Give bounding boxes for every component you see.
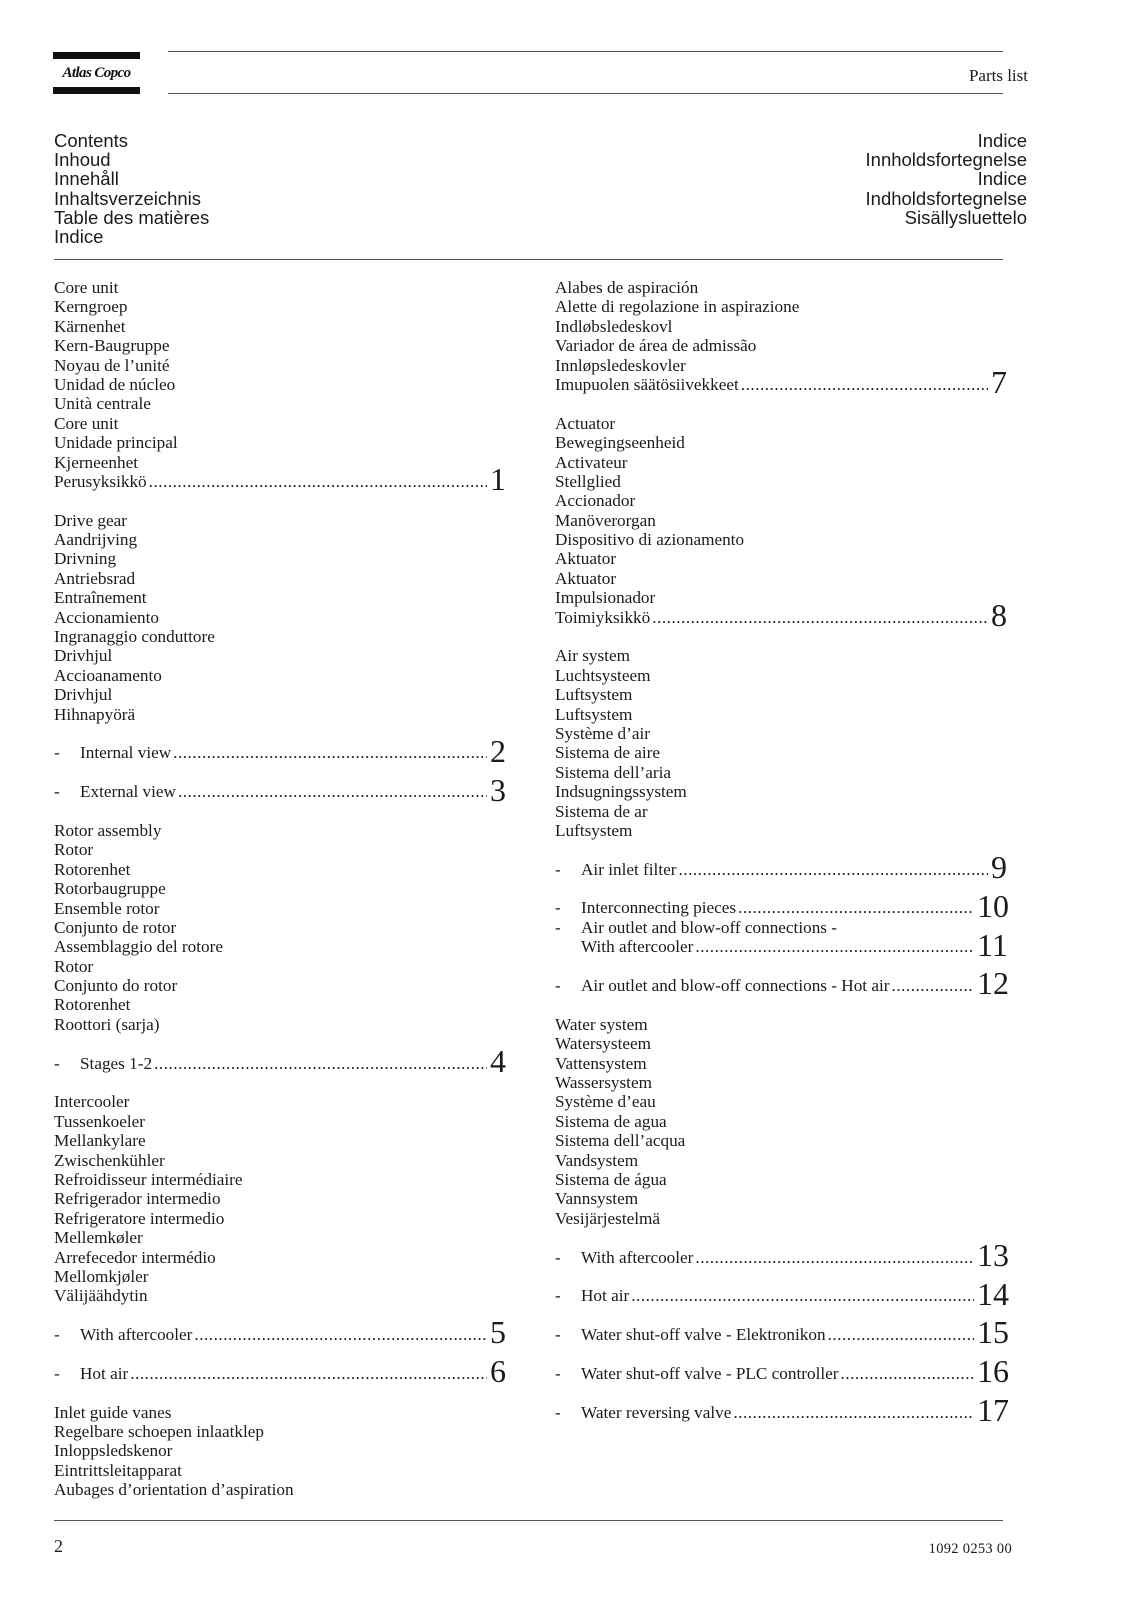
toc-entry-interconnecting-pieces[interactable]: [555, 887, 1017, 924]
toc-page-number: 5: [490, 1314, 506, 1351]
entry-dash: -: [555, 1402, 561, 1422]
section-line: Inlet guide vanes: [54, 1402, 172, 1422]
entry-dash: -: [555, 859, 561, 879]
leader-dots: [678, 860, 988, 879]
footer-rule: [54, 1520, 1003, 1521]
section-line: Aubages d’orientation d’aspiration: [54, 1480, 294, 1500]
document-number: 1092 0253 00: [928, 1541, 1012, 1557]
section-line: Water system: [555, 1014, 648, 1034]
section-line: Vesijärjestelmä: [555, 1208, 660, 1228]
contents-title: Innholdsfortegnelse: [865, 149, 1027, 171]
section-line: Accioanamento: [54, 665, 162, 685]
section-line: Luchtsysteem: [555, 665, 651, 685]
section-line: Manöverorgan: [555, 510, 656, 530]
section-line: Mellomkjøler: [54, 1266, 149, 1286]
toc-entry-label: Air inlet filter: [581, 859, 677, 879]
section-line: Refrigeratore intermedio: [54, 1208, 225, 1228]
section-line: Intercooler: [54, 1092, 130, 1112]
section-line: Unità centrale: [54, 394, 151, 414]
section-line: Mellankylare: [54, 1131, 146, 1151]
toc-page-number: 15: [977, 1314, 1009, 1351]
section-line: Regelbare schoepen inlaatklep: [54, 1422, 264, 1442]
section-actuator: [555, 413, 1017, 634]
contents-title: Innehåll: [54, 168, 119, 190]
toc-entry-internal-view[interactable]: [54, 732, 516, 769]
section-line: Välijäähdytin: [54, 1286, 148, 1306]
logo-bar-top: [53, 52, 140, 59]
toc-entry-stages-1-2[interactable]: [54, 1043, 516, 1080]
section-core-unit: [54, 278, 516, 498]
section-line: Tussenkoeler: [54, 1111, 146, 1131]
toc-page-number: 2: [490, 732, 506, 769]
toc-entry-label: Stages 1-2: [80, 1053, 153, 1073]
toc-entry-water-with-aftercooler[interactable]: [555, 1236, 1017, 1273]
toc-entry-hot-air[interactable]: [54, 1353, 516, 1390]
section-line: Antriebsrad: [54, 568, 136, 588]
section-intercooler: [54, 1092, 516, 1390]
section-line: Drive gear: [54, 510, 128, 530]
contents-title: Indholdsfortegnelse: [865, 187, 1027, 209]
section-line: Eintrittsleitapparat: [54, 1460, 182, 1480]
section-line: Rotorbaugruppe: [54, 879, 166, 899]
section-line: Wassersystem: [555, 1073, 652, 1093]
section-line: Unidad de núcleo: [54, 374, 176, 394]
leader-dots: [738, 898, 974, 917]
section-line: Entraînement: [54, 588, 147, 608]
contents-divider: [54, 259, 1003, 260]
section-line: Luftsystem: [555, 820, 633, 840]
section-line: Kerngroep: [54, 297, 128, 317]
section-line: Impulsionador: [555, 588, 656, 608]
toc-entry-shutoff-elektronikon[interactable]: [555, 1314, 1017, 1351]
section-line: Luftsystem: [555, 704, 633, 724]
section-line: Inloppsledskenor: [54, 1441, 173, 1461]
toc-entry-label: Imupuolen säätösiivekkeet: [555, 374, 739, 394]
section-line: Rotor: [54, 840, 94, 860]
section-line: Ensemble rotor: [54, 898, 160, 918]
section-line: Système d’eau: [555, 1092, 656, 1112]
section-line: Activateur: [555, 452, 628, 472]
contents-title: Indice: [54, 226, 104, 248]
toc-left-column: [54, 278, 516, 1500]
contents-heading-left: [54, 131, 209, 246]
section-line: Zwischenkühler: [54, 1150, 165, 1170]
section-line: Arrefecedor intermédio: [54, 1247, 216, 1267]
section-line: Stellglied: [555, 471, 621, 491]
entry-dash: -: [54, 1053, 60, 1073]
section-line: Bewegingseenheid: [555, 433, 685, 453]
contents-title: Indice: [977, 168, 1027, 190]
header-rule-bottom: [168, 93, 1003, 94]
toc-entry-air-outlet-aftercooler[interactable]: [555, 918, 1017, 937]
leader-dots: [130, 1364, 487, 1383]
section-line: Innløpsledeskovler: [555, 355, 686, 375]
atlas-copco-logo: [53, 52, 140, 94]
section-line: Aktuator: [555, 568, 617, 588]
toc-entry-external-view[interactable]: [54, 771, 516, 808]
entry-dash: -: [555, 1247, 561, 1267]
contents-title: Inhoud: [54, 149, 111, 171]
section-line: Accionamiento: [54, 607, 159, 627]
section-line: Ingranaggio conduttore: [54, 627, 215, 647]
entry-dash: -: [555, 976, 561, 996]
toc-entry-with-aftercooler[interactable]: [54, 1314, 516, 1351]
toc-entry-air-inlet-filter[interactable]: [555, 849, 1017, 886]
toc-entry-label: Perusyksikkö: [54, 471, 147, 491]
toc-page-number: 17: [977, 1392, 1009, 1429]
leader-dots: [178, 782, 487, 801]
leader-dots: [695, 937, 974, 956]
contents-title: Inhaltsverzeichnis: [54, 187, 202, 209]
toc-page-number: 7: [991, 364, 1007, 401]
toc-entry-label: Water shut-off valve - PLC controller: [581, 1363, 839, 1383]
leader-dots: [741, 375, 988, 394]
section-line: Sistema dell’acqua: [555, 1131, 686, 1151]
entry-dash: -: [54, 743, 60, 763]
section-line: Sistema de ar: [555, 801, 648, 821]
toc-page-number: 3: [490, 771, 506, 808]
section-rotor-assembly: [54, 820, 516, 1080]
leader-dots: [149, 472, 487, 491]
section-line: Core unit: [54, 278, 119, 297]
section-line: Assemblaggio del rotore: [54, 937, 223, 957]
section-line: Vandsystem: [555, 1150, 639, 1170]
section-line: Vattensystem: [555, 1053, 647, 1073]
header-rule-top: [168, 51, 1003, 52]
section-line: Drivning: [54, 549, 117, 569]
toc-right-column: [555, 278, 1017, 1429]
toc-page-number: 16: [977, 1353, 1009, 1390]
entry-dash: -: [555, 1363, 561, 1383]
section-water-system: [555, 1014, 1017, 1429]
contents-title: Table des matières: [54, 206, 210, 228]
toc-entry-label: With aftercooler: [581, 1247, 694, 1267]
leader-dots: [652, 608, 988, 627]
section-line: Hihnapyörä: [54, 704, 136, 724]
toc-entry-label: With aftercooler: [581, 937, 694, 957]
section-line: Alabes de aspiración: [555, 278, 699, 297]
section-line: Variador de área de admissão: [555, 336, 757, 356]
toc-entry-label: Water reversing valve: [581, 1402, 732, 1422]
toc-entry-air-outlet-hot-air[interactable]: [555, 965, 1017, 1002]
section-line: Système d’air: [555, 723, 650, 743]
section-line: Air system: [555, 646, 630, 666]
section-line: Aktuator: [555, 549, 617, 569]
toc-page-number: 9: [991, 849, 1007, 886]
section-line: Sistema de aire: [555, 743, 660, 763]
contents-heading-right: [866, 131, 1027, 227]
toc-entry-label: Air outlet and blow-off connections - Hot air: [581, 976, 890, 996]
leader-dots: [194, 1325, 487, 1344]
toc-page-number: 14: [977, 1275, 1009, 1312]
toc-entry-label: External view: [80, 782, 176, 802]
section-line: Conjunto de rotor: [54, 917, 177, 937]
section-line: Aandrijving: [54, 530, 138, 550]
section-line: Actuator: [555, 413, 616, 433]
section-line: Kern-Baugruppe: [54, 336, 170, 356]
section-line: Core unit: [54, 413, 119, 433]
toc-page-number: 4: [490, 1043, 506, 1080]
leader-dots: [892, 976, 974, 995]
section-line: Indsugningssystem: [555, 782, 687, 802]
section-line: Refroidisseur intermédiaire: [54, 1169, 243, 1189]
section-line: Mellemkøler: [54, 1228, 143, 1248]
contents-title: Sisällysluettelo: [904, 206, 1027, 228]
section-line: Dispositivo di azionamento: [555, 530, 745, 550]
section-inlet-guide-vanes: [54, 1403, 516, 1500]
section-line: Indløbsledeskovl: [555, 316, 673, 336]
entry-dash: -: [54, 1363, 60, 1383]
section-line: Drivhjul: [54, 685, 113, 705]
leader-dots: [733, 1403, 974, 1422]
section-inlet-guide-vanes-cont: [555, 278, 1017, 401]
section-line: Alette di regolazione in aspirazione: [555, 297, 800, 317]
entry-dash: -: [555, 917, 561, 937]
section-drive-gear: [54, 510, 516, 808]
entry-dash: -: [555, 898, 561, 918]
section-line: Vannsystem: [555, 1189, 639, 1209]
section-line: Sistema de agua: [555, 1111, 667, 1131]
section-line: Sistema de água: [555, 1169, 667, 1189]
toc-page-number: 13: [977, 1236, 1009, 1273]
section-line: Noyau de l’unité: [54, 355, 170, 375]
toc-entry-label: Hot air: [80, 1363, 129, 1383]
toc-page-number: 11: [977, 926, 1008, 963]
entry-dash: -: [555, 1325, 561, 1345]
toc-entry-label: Interconnecting pieces: [581, 898, 737, 918]
leader-dots: [173, 743, 487, 762]
section-air-system: [555, 646, 1017, 1002]
toc-entry-label: Hot air: [581, 1286, 630, 1306]
section-line: Watersysteem: [555, 1034, 651, 1054]
toc-page-number: 1: [490, 461, 506, 498]
logo-wordmark: Atlas Copco: [62, 65, 131, 81]
section-line: Drivhjul: [54, 646, 113, 666]
section-line: Roottori (sarja): [54, 1014, 160, 1034]
toc-entry-label: Internal view: [80, 743, 172, 763]
toc-entry-label: With aftercooler: [80, 1325, 193, 1345]
toc-entry-water-hot-air[interactable]: [555, 1275, 1017, 1312]
leader-dots: [154, 1054, 487, 1073]
entry-dash: -: [54, 782, 60, 802]
toc-page-number: 8: [991, 597, 1007, 634]
leader-dots: [695, 1248, 974, 1267]
section-line: Rotorenhet: [54, 995, 131, 1015]
section-line: Sistema dell’aria: [555, 762, 671, 782]
section-line: Kärnenhet: [54, 316, 126, 336]
toc-page-number: 10: [977, 887, 1009, 924]
toc-entry-label: Water shut-off valve - Elektronikon: [581, 1325, 826, 1345]
toc-entry-shutoff-plc[interactable]: [555, 1353, 1017, 1390]
section-line: Rotor: [54, 956, 94, 976]
contents-title: Indice: [977, 130, 1027, 151]
entry-dash: -: [555, 1286, 561, 1306]
toc-entry-reversing-valve[interactable]: [555, 1392, 1017, 1429]
section-line: Luftsystem: [555, 685, 633, 705]
section-line: Conjunto do rotor: [54, 976, 178, 996]
section-line: Rotorenhet: [54, 859, 131, 879]
leader-dots: [840, 1364, 974, 1383]
toc-page-number: 12: [977, 965, 1009, 1002]
section-line: Accionador: [555, 491, 636, 511]
section-line: Refrigerador intermedio: [54, 1189, 221, 1209]
toc-entry-label: Toimiyksikkö: [555, 607, 651, 627]
section-line: Kjerneenhet: [54, 452, 138, 472]
toc-entry-label: Air outlet and blow-off connections -: [581, 917, 837, 937]
logo-bar-bottom: [53, 87, 140, 94]
contents-title: Contents: [54, 130, 129, 151]
document-type: Parts list: [968, 66, 1028, 85]
section-line: Rotor assembly: [54, 820, 162, 840]
section-line: Unidade principal: [54, 433, 178, 453]
toc-page-number: 6: [490, 1353, 506, 1390]
leader-dots: [631, 1286, 974, 1305]
page-number: 2: [54, 1536, 63, 1556]
leader-dots: [828, 1325, 974, 1344]
entry-dash: -: [54, 1325, 60, 1345]
